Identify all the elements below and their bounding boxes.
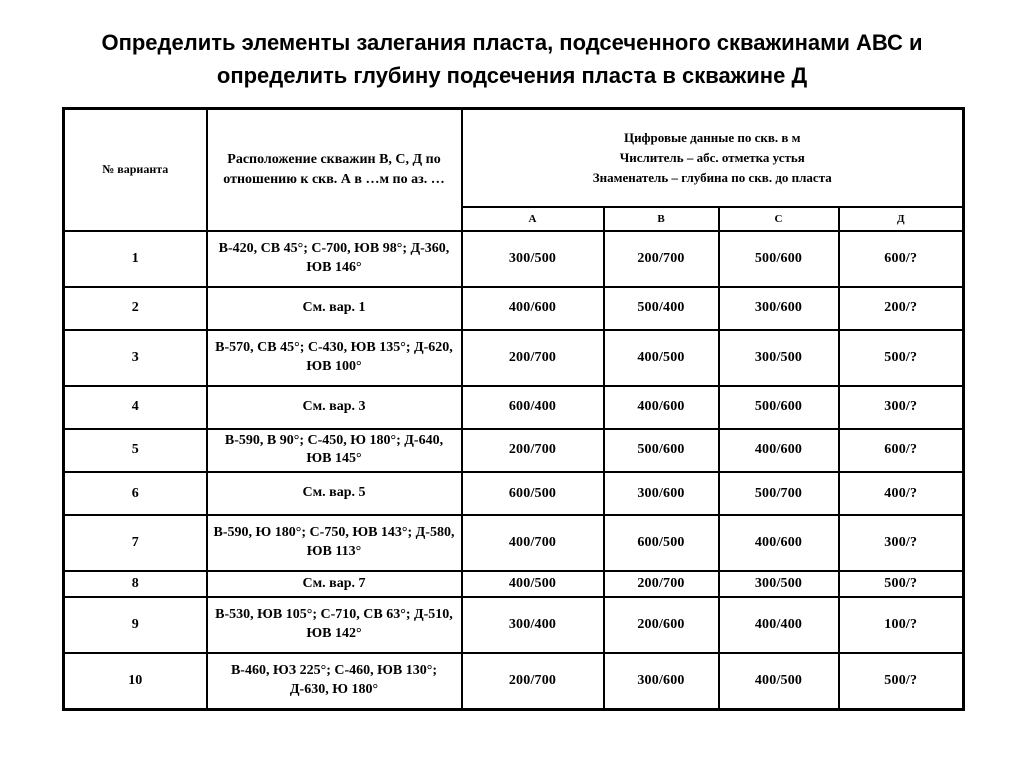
well-b-cell: 200/600	[604, 597, 719, 653]
well-d-cell: 600/?	[839, 231, 964, 287]
well-c-cell: 300/500	[719, 571, 839, 597]
table-row-10	[64, 653, 964, 709]
well-c-cell: 500/600	[719, 386, 839, 429]
well-b-cell: 500/400	[604, 287, 719, 330]
well-b-cell: 500/600	[604, 429, 719, 473]
well-b-cell: 600/500	[604, 515, 719, 571]
well-d-cell: 500/?	[839, 571, 964, 597]
table-row-1	[64, 231, 964, 287]
well-b-cell: 200/700	[604, 571, 719, 597]
table-row-3	[64, 330, 964, 386]
data-header-line2: Числитель – абс. отметка устья	[619, 149, 805, 165]
location-cell: См. вар. 1	[207, 287, 462, 330]
well-a-cell: 400/600	[462, 287, 604, 330]
variant-cell: 6	[64, 472, 207, 515]
well-b-cell: 400/600	[604, 386, 719, 429]
table-row-5	[64, 429, 964, 473]
well-a-cell: 400/500	[462, 571, 604, 597]
variant-cell: 3	[64, 330, 207, 386]
variant-cell: 7	[64, 515, 207, 571]
well-b-cell: 200/700	[604, 231, 719, 287]
well-d-cell: 300/?	[839, 386, 964, 429]
well-c-cell: 400/500	[719, 653, 839, 709]
well-d-cell: 400/?	[839, 472, 964, 515]
col-header-well-c: С	[719, 207, 839, 231]
variant-cell: 8	[64, 571, 207, 597]
well-a-cell: 600/400	[462, 386, 604, 429]
variants-table	[62, 107, 965, 711]
location-cell: В-570, СВ 45°; С-430, ЮВ 135°; Д-620, ЮВ 100°	[207, 330, 462, 386]
variant-cell: 4	[64, 386, 207, 429]
well-d-cell: 500/?	[839, 653, 964, 709]
well-c-cell: 400/400	[719, 597, 839, 653]
table-row-2	[64, 287, 964, 330]
well-a-cell: 200/700	[462, 653, 604, 709]
well-d-cell: 100/?	[839, 597, 964, 653]
location-cell: В-590, В 90°; С-450, Ю 180°; Д-640, ЮВ 145°	[207, 429, 462, 473]
well-b-cell: 400/500	[604, 330, 719, 386]
variant-cell: 5	[64, 429, 207, 473]
well-a-cell: 200/700	[462, 330, 604, 386]
well-c-cell: 500/600	[719, 231, 839, 287]
col-header-variant: № варианта	[64, 109, 207, 231]
location-cell: В-590, Ю 180°; С-750, ЮВ 143°; Д-580, ЮВ 113°	[207, 515, 462, 571]
well-a-cell: 600/500	[462, 472, 604, 515]
well-c-cell: 400/600	[719, 515, 839, 571]
table-row-4	[64, 386, 964, 429]
location-cell: См. вар. 7	[207, 571, 462, 597]
variant-cell: 9	[64, 597, 207, 653]
well-a-cell: 200/700	[462, 429, 604, 473]
location-cell: См. вар. 5	[207, 472, 462, 515]
variant-cell: 2	[64, 287, 207, 330]
well-a-cell: 400/700	[462, 515, 604, 571]
location-cell: В-420, СВ 45°; С-700, ЮВ 98°; Д-360, ЮВ 146°	[207, 231, 462, 287]
well-c-cell: 300/600	[719, 287, 839, 330]
well-b-cell: 300/600	[604, 653, 719, 709]
well-a-cell: 300/500	[462, 231, 604, 287]
well-d-cell: 200/?	[839, 287, 964, 330]
well-c-cell: 300/500	[719, 330, 839, 386]
variant-cell: 1	[64, 231, 207, 287]
location-cell: В-460, ЮЗ 225°; С-460, ЮВ 130°; Д-630, Ю 180°	[207, 653, 462, 709]
data-header-line1: Цифровые данные по скв. в м	[623, 129, 801, 145]
well-c-cell: 400/600	[719, 429, 839, 473]
location-cell: См. вар. 3	[207, 386, 462, 429]
table-row-8	[64, 571, 964, 597]
page-title: Определить элементы залегания пласта, подсеченного скважинами АВС и определить глубину подсечения пласта в скважине Д	[101, 30, 923, 88]
col-header-well-b: В	[604, 207, 719, 231]
well-d-cell: 500/?	[839, 330, 964, 386]
variant-cell: 10	[64, 653, 207, 709]
well-b-cell: 300/600	[604, 472, 719, 515]
data-header-line3: Знаменатель – глубина по скв. до пласта	[592, 169, 832, 185]
well-d-cell: 300/?	[839, 515, 964, 571]
header-row-main	[64, 109, 964, 207]
well-d-cell: 600/?	[839, 429, 964, 473]
table-row-6	[64, 472, 964, 515]
table-row-9	[64, 597, 964, 653]
col-header-well-a: А	[462, 207, 604, 231]
well-a-cell: 300/400	[462, 597, 604, 653]
location-cell: В-530, ЮВ 105°; С-710, СВ 63°; Д-510, ЮВ 142°	[207, 597, 462, 653]
col-header-data	[462, 109, 964, 207]
col-header-location: Расположение скважин В, С, Д по отношению к скв. А в …м по аз. …	[207, 109, 462, 231]
well-c-cell: 500/700	[719, 472, 839, 515]
col-header-well-d: Д	[839, 207, 964, 231]
table-row-7	[64, 515, 964, 571]
